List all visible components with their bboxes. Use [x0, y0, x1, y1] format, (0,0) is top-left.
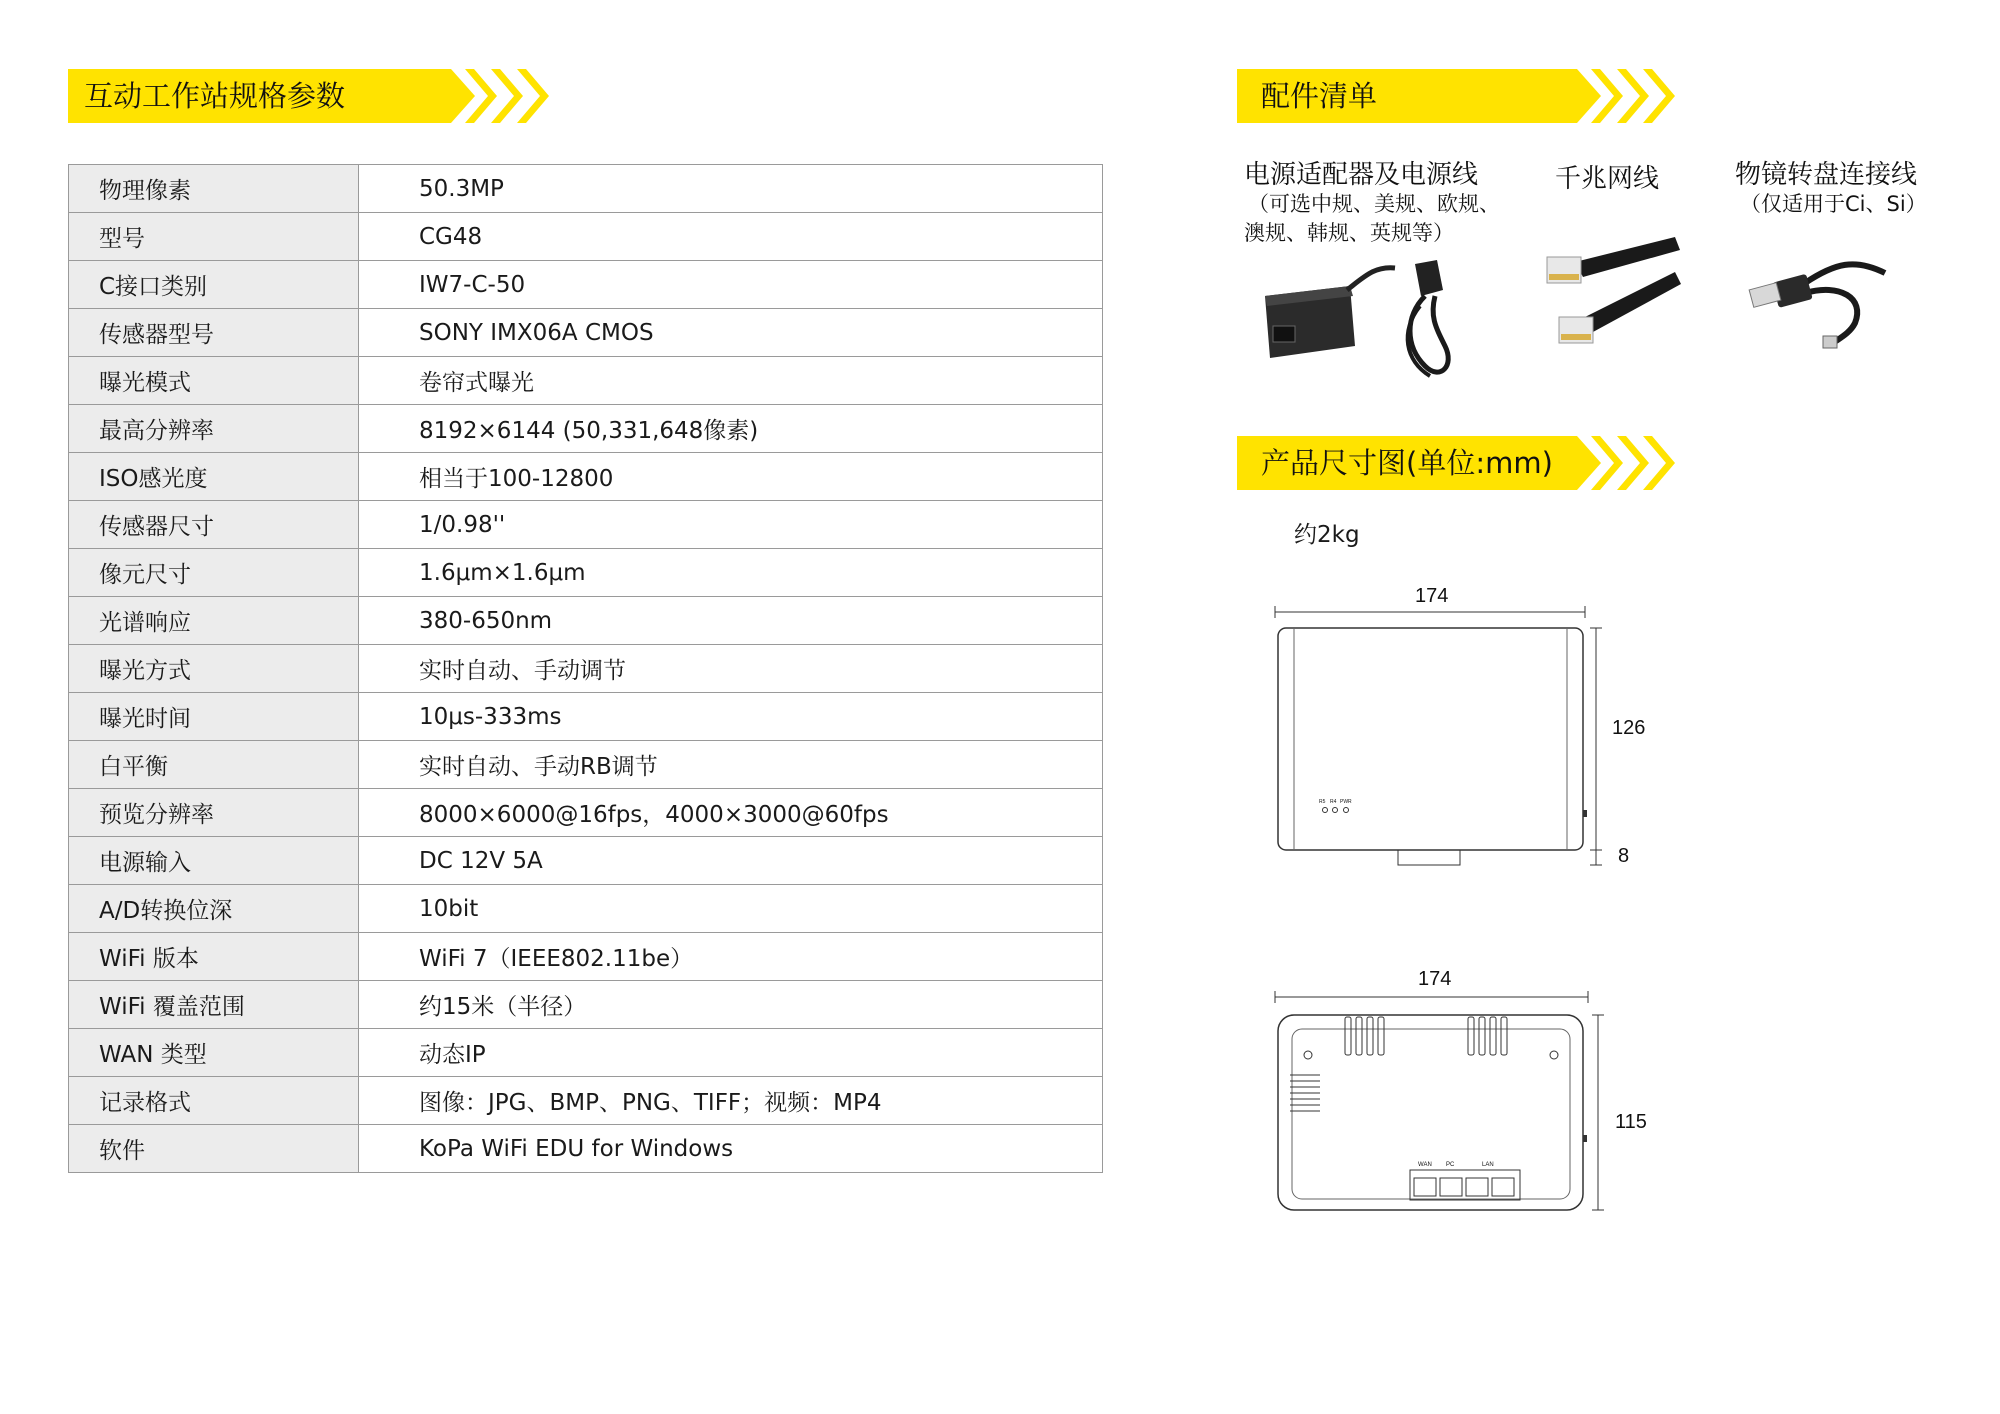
spec-row [69, 933, 1103, 981]
spec-value: DC 12V 5A [359, 837, 1103, 885]
rear-width-label: 174 [1418, 968, 1452, 990]
spec-value: 10bit [359, 885, 1103, 933]
spec-label: 电源输入 [69, 837, 359, 885]
accessories-title: 配件清单 [1261, 79, 1378, 113]
spec-label: 记录格式 [69, 1077, 359, 1125]
spec-label: A/D转换位深 [69, 885, 359, 933]
accessory-name-power: 电源适配器及电源线 [1244, 160, 1479, 190]
spec-row [69, 357, 1103, 405]
power-adapter-icon [1255, 256, 1475, 386]
spec-label: 白平衡 [69, 741, 359, 789]
spec-row [69, 453, 1103, 501]
spec-label: 最高分辨率 [69, 405, 359, 453]
rear-view-drawing [1270, 985, 1630, 1235]
spec-row [69, 741, 1103, 789]
front-view-drawing [1270, 600, 1630, 880]
spec-row [69, 309, 1103, 357]
spec-label: WAN 类型 [69, 1029, 359, 1077]
spec-value: IW7-C-50 [359, 261, 1103, 309]
spec-value: 8192×6144 (50,331,648像素) [359, 405, 1103, 453]
spec-value: 1.6μm×1.6μm [359, 549, 1103, 597]
spec-label: ISO感光度 [69, 453, 359, 501]
accessory-note-power-2: 澳规、韩规、英规等） [1244, 221, 1454, 245]
spec-row [69, 1125, 1103, 1173]
spec-value: 8000×6000@16fps，4000×3000@60fps [359, 789, 1103, 837]
accessories-banner [1237, 69, 1697, 123]
spec-section-banner [68, 69, 568, 123]
spec-value: KoPa WiFi EDU for Windows [359, 1125, 1103, 1173]
spec-row [69, 405, 1103, 453]
spec-row [69, 981, 1103, 1029]
spec-row [69, 165, 1103, 213]
spec-row [69, 213, 1103, 261]
front-height-label: 126 [1612, 717, 1646, 739]
spec-row [69, 501, 1103, 549]
accessory-name-usb: 物镜转盘连接线 [1735, 160, 1918, 190]
spec-label: WiFi 覆盖范围 [69, 981, 359, 1029]
spec-row [69, 645, 1103, 693]
spec-label: C接口类别 [69, 261, 359, 309]
usb-cable-icon [1745, 238, 1895, 353]
spec-label: 曝光方式 [69, 645, 359, 693]
front-led-label-3: PWR [1340, 799, 1352, 805]
rear-port-label-wan: WAN [1418, 1162, 1432, 1168]
spec-row [69, 789, 1103, 837]
front-width-label: 174 [1415, 585, 1449, 607]
rear-height-label: 115 [1615, 1111, 1647, 1133]
spec-value: 50.3MP [359, 165, 1103, 213]
rear-port-label-pc: PC [1446, 1162, 1455, 1168]
spec-label: 曝光时间 [69, 693, 359, 741]
ethernet-cable-icon [1535, 232, 1685, 357]
spec-value: 实时自动、手动调节 [359, 645, 1103, 693]
accessory-note-power-1: （可选中规、美规、欧规、 [1248, 192, 1500, 216]
spec-value: 1/0.98'' [359, 501, 1103, 549]
spec-value: SONY IMX06A CMOS [359, 309, 1103, 357]
front-led-label-1: R5 [1319, 799, 1326, 805]
spec-label: 像元尺寸 [69, 549, 359, 597]
spec-value: 相当于100-12800 [359, 453, 1103, 501]
spec-row [69, 693, 1103, 741]
spec-row [69, 261, 1103, 309]
spec-row [69, 597, 1103, 645]
spec-value: 卷帘式曝光 [359, 357, 1103, 405]
spec-value: CG48 [359, 213, 1103, 261]
spec-row [69, 549, 1103, 597]
spec-label: 物理像素 [69, 165, 359, 213]
spec-label: 软件 [69, 1125, 359, 1173]
spec-label: WiFi 版本 [69, 933, 359, 981]
spec-value: 动态IP [359, 1029, 1103, 1077]
front-led-label-2: R4 [1330, 799, 1337, 805]
spec-label: 预览分辨率 [69, 789, 359, 837]
spec-table [68, 164, 1103, 1173]
spec-row [69, 1077, 1103, 1125]
spec-value: 图像：JPG、BMP、PNG、TIFF；视频：MP4 [359, 1077, 1103, 1125]
accessory-name-ethernet: 千兆网线 [1555, 164, 1660, 194]
weight-label: 约2kg [1294, 522, 1360, 548]
spec-label: 型号 [69, 213, 359, 261]
spec-row [69, 837, 1103, 885]
accessory-note-usb: （仅适用于Ci、Si） [1740, 192, 1927, 216]
spec-row [69, 885, 1103, 933]
dimensions-title: 产品尺寸图(单位:mm) [1261, 446, 1553, 480]
spec-label: 传感器尺寸 [69, 501, 359, 549]
spec-value: WiFi 7（IEEE802.11be） [359, 933, 1103, 981]
spec-value: 实时自动、手动RB调节 [359, 741, 1103, 789]
spec-value: 380-650nm [359, 597, 1103, 645]
spec-label: 曝光模式 [69, 357, 359, 405]
spec-label: 光谱响应 [69, 597, 359, 645]
spec-row [69, 1029, 1103, 1077]
rear-port-label-lan: LAN [1482, 1162, 1494, 1168]
spec-section-title: 互动工作站规格参数 [84, 79, 346, 113]
front-foot-label: 8 [1618, 845, 1630, 867]
spec-value: 10μs-333ms [359, 693, 1103, 741]
spec-label: 传感器型号 [69, 309, 359, 357]
spec-value: 约15米（半径） [359, 981, 1103, 1029]
dimensions-banner [1237, 436, 1697, 490]
